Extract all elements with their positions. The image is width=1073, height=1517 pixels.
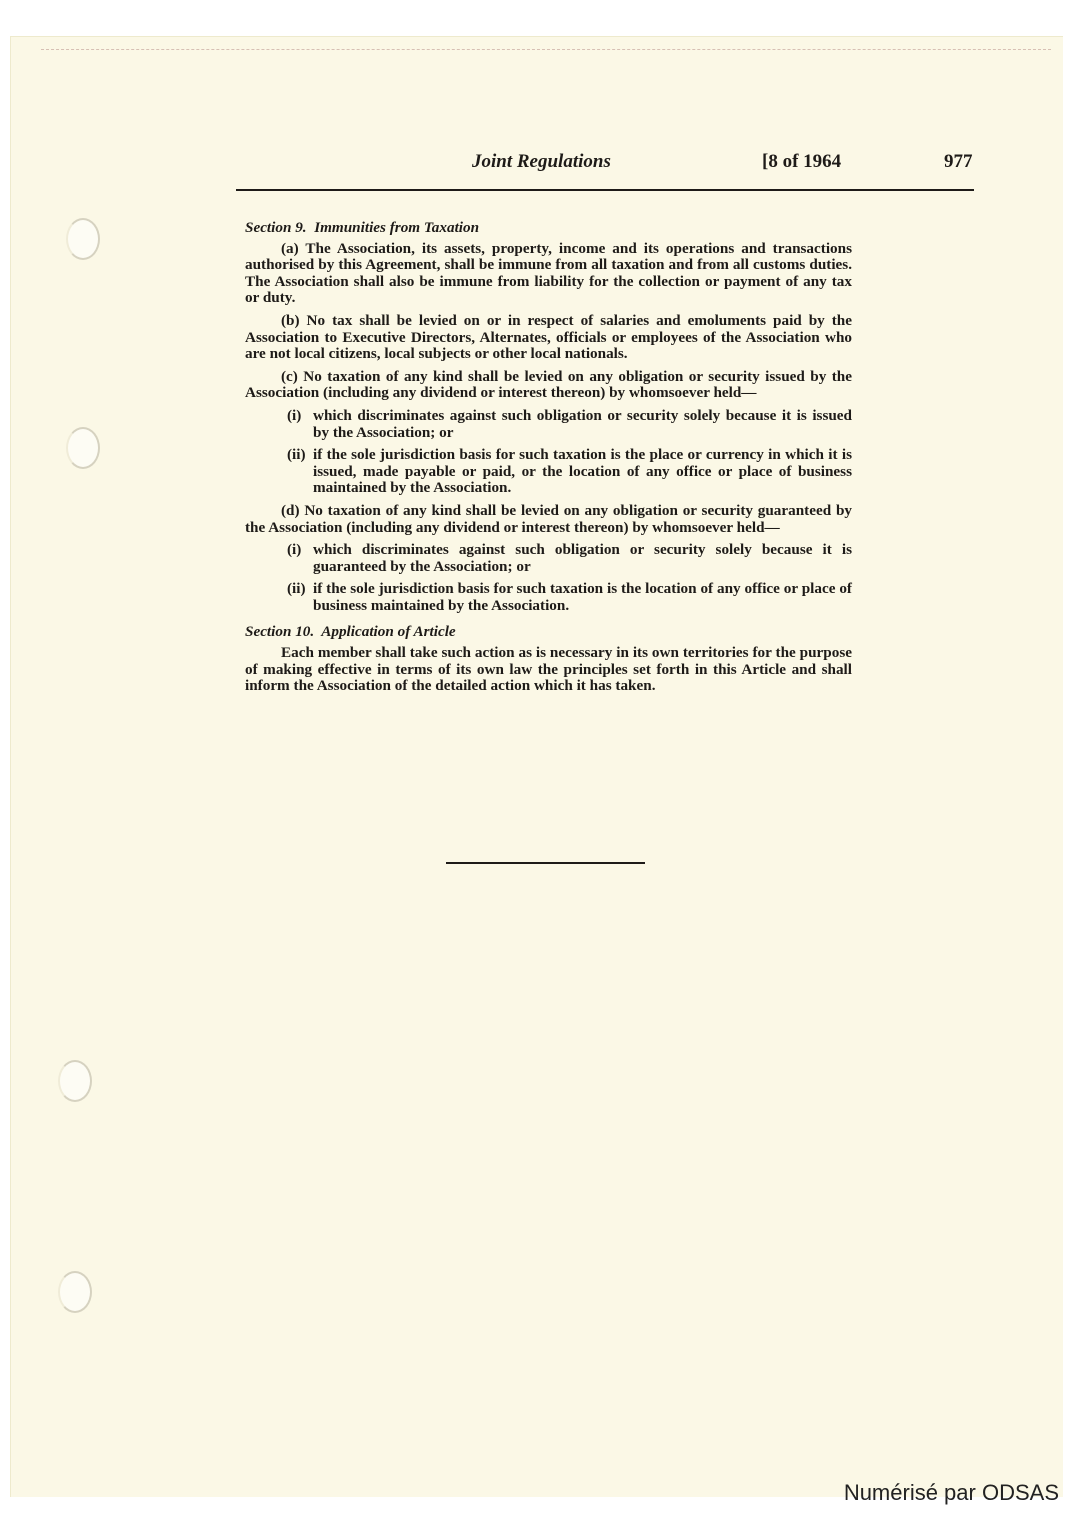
- item-marker: (ii): [287, 580, 306, 598]
- item-text: which discriminates against such obligation or security solely because it is issued by the Association; or: [313, 406, 852, 441]
- para-c-item: [245, 447, 852, 497]
- header-title: Joint Regulations: [472, 151, 611, 172]
- section-10-para: Each member shall take such action as is necessary in its own territories for the purpose of making effective in terms of its own law the principles set forth in this Article and shall inform the Association of the detailed action which it has taken.: [245, 644, 852, 695]
- para-d-item: [245, 581, 852, 614]
- section-10-title: Application of Article: [321, 623, 456, 641]
- section-9-para-b: (b) No tax shall be levied on or in respect of salaries and emoluments paid by the Association to Executive Directors, Alternates, officials or employees of the Association who are not local citizens, local subjects or other local nationals.: [245, 311, 852, 363]
- section-9-para-c: (c) No taxation of any kind shall be levied on any obligation or security issued by the Association (including any dividend or interest thereon) by whomsoever held—: [245, 367, 852, 402]
- header-act-reference: [8 of 1964: [762, 151, 842, 172]
- item-marker: (ii): [287, 446, 306, 464]
- document-body: [245, 220, 852, 695]
- section-9-number: Section 9.: [245, 219, 307, 236]
- section-9-title: Immunities from Taxation: [314, 219, 480, 236]
- punch-hole: [66, 218, 100, 260]
- item-marker: (i): [287, 541, 302, 559]
- top-edge-mark: [41, 49, 1051, 50]
- section-9-para-d: (d) No taxation of any kind shall be levied on any obligation or security guaranteed by the Association (including any dividend or interest thereon) by whomsoever held—: [245, 501, 852, 536]
- section-10-number: Section 10.: [245, 623, 315, 641]
- punch-hole: [58, 1271, 92, 1313]
- header-rule: [236, 189, 974, 191]
- item-text: if the sole jurisdiction basis for such taxation is the location of any office or place of business maintained by the Association.: [313, 580, 852, 614]
- section-9-heading: [245, 220, 852, 237]
- scan-credit: Numérisé par ODSAS: [843, 1480, 1059, 1505]
- item-text: if the sole jurisdiction basis for such taxation is the place or currency in which it is issued, made payable or paid, or the location of any office or place of business maintained by the Association.: [313, 446, 852, 497]
- item-text: which discriminates against such obligation or security solely because it is guaranteed by the Association; or: [313, 541, 852, 575]
- item-marker: (i): [287, 406, 302, 424]
- punch-hole: [66, 427, 100, 469]
- page-number: 977: [944, 151, 973, 172]
- para-c-item: [245, 408, 852, 441]
- section-10-heading: [245, 624, 852, 641]
- punch-hole: [58, 1060, 92, 1102]
- running-header: [0, 151, 1073, 177]
- section-9-para-a: (a) The Association, its assets, property, income and its operations and transactions authorised by this Agreement, shall be immune from all taxation and from all customs duties. The Association shall also be immune from liability for the collection or payment of any tax or duty.: [245, 239, 852, 307]
- end-rule: [446, 862, 645, 864]
- para-d-item: [245, 542, 852, 575]
